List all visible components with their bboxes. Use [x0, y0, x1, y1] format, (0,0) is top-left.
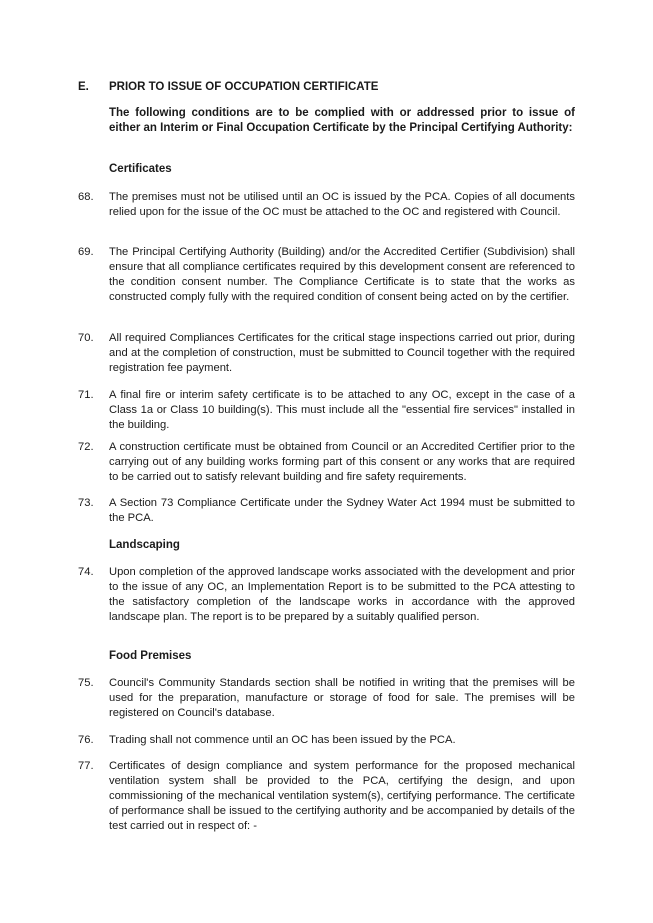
condition-72: [78, 440, 575, 485]
condition-number: 68.: [78, 191, 94, 203]
condition-number: 75.: [78, 677, 94, 689]
condition-text: A final fire or interim safety certificate is to be attached to any OC, except in the case of a Class 1a or Class 10 building(s). This must include all the "essential fire services" installed in the building.: [109, 389, 575, 431]
condition-text: A Section 73 Compliance Certificate under the Sydney Water Act 1994 must be submitted to the PCA.: [109, 497, 575, 524]
section-letter: E.: [78, 81, 89, 93]
condition-text: All required Compliances Certificates for the critical stage inspections carried out prior, during and at the completion of construction, must be submitted to Council together with the required registration fee payment.: [109, 332, 575, 374]
section-intro: The following conditions are to be complied with or addressed prior to issue of either an Interim or Final Occupation Certificate by the Principal Certifying Authority:: [109, 107, 575, 134]
section-heading: [78, 81, 378, 93]
condition-73: [78, 496, 575, 526]
condition-77: [78, 759, 575, 834]
condition-number: 74.: [78, 566, 94, 578]
condition-text: Trading shall not commence until an OC has been issued by the PCA.: [109, 734, 456, 746]
condition-text: The Principal Certifying Authority (Building) and/or the Accredited Certifier (Subdivision) shall ensure that all compliance certificates required by this development consent are referenced to the condition consent number. The Compliance Certificate is to state that the works as constructed comply fully with the required condition of consent being acted on by the certifier.: [109, 246, 575, 303]
condition-text: Upon completion of the approved landscape works associated with the development and prior to the issue of any OC, an Implementation Report is to be submitted to the PCA attesting to the satisfactory completion of the landscape works in accordance with the approved landscape plan. The report is to be prepared by a suitably qualified person.: [109, 566, 575, 623]
condition-text: A construction certificate must be obtained from Council or an Accredited Certifier prior to the carrying out of any building works forming part of this consent or any works that are required to be carried out to satisfy relevant building and fire safety requirements.: [109, 441, 575, 483]
condition-68: [78, 190, 575, 220]
condition-number: 73.: [78, 497, 94, 509]
subheading-food-premises: Food Premises: [109, 650, 192, 662]
condition-number: 76.: [78, 734, 94, 746]
condition-70: [78, 331, 575, 376]
condition-71: [78, 388, 575, 433]
condition-number: 69.: [78, 246, 94, 258]
section-title: PRIOR TO ISSUE OF OCCUPATION CERTIFICATE: [109, 81, 379, 93]
condition-76: [78, 733, 575, 748]
condition-text: Council's Community Standards section shall be notified in writing that the premises will be used for the preparation, manufacture or storage of food for sale. The premises will be registered on Council's database.: [109, 677, 575, 719]
condition-number: 71.: [78, 389, 94, 401]
condition-number: 72.: [78, 441, 94, 453]
subheading-landscaping: Landscaping: [109, 539, 180, 551]
subheading-certificates: Certificates: [109, 163, 172, 175]
condition-number: 70.: [78, 332, 94, 344]
condition-74: [78, 565, 575, 625]
condition-75: [78, 676, 575, 721]
condition-69: [78, 245, 575, 305]
condition-text: The premises must not be utilised until an OC is issued by the PCA. Copies of all documents relied upon for the issue of the OC must be attached to the OC and registered with Council.: [109, 191, 575, 218]
condition-text: Certificates of design compliance and system performance for the proposed mechanical ventilation system shall be provided to the PCA, certifying the design, and upon commissioning of the mechanical ventilation system(s), certifying performance. The certificate of performance shall be issued to the certifying authority and be accompanied by details of the test carried out in respect of: -: [109, 760, 575, 832]
condition-number: 77.: [78, 760, 94, 772]
